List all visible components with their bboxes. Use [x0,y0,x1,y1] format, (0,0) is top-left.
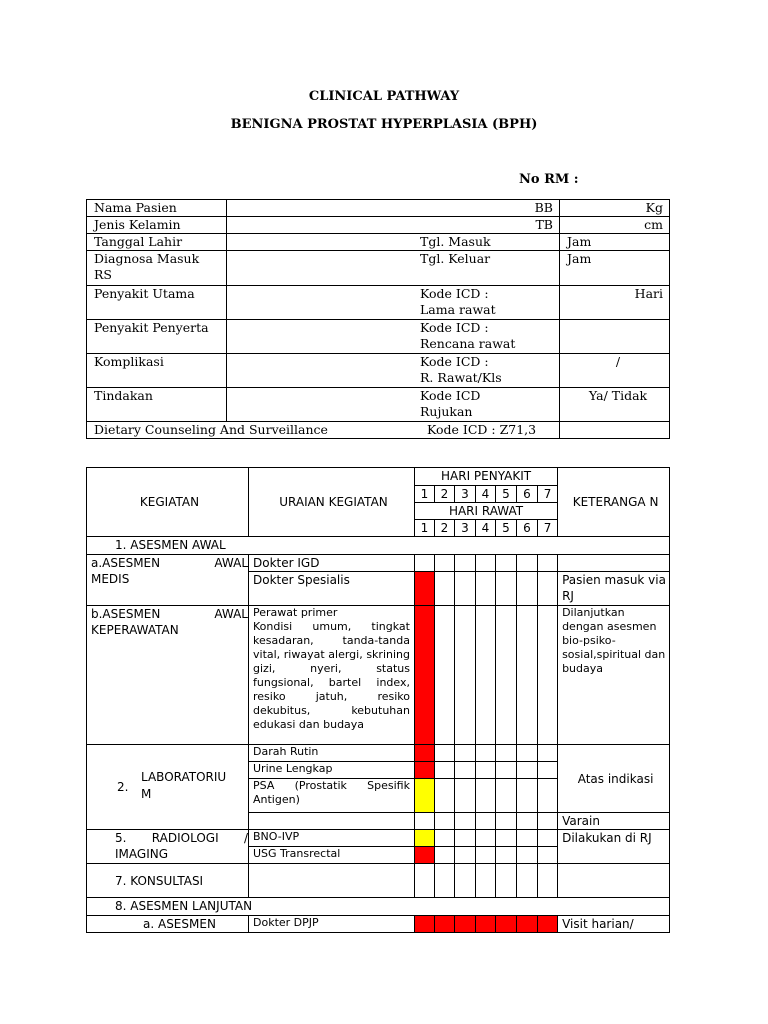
row-dokter-dpjp [87,916,670,933]
cell-empty [558,555,670,572]
cell-empty [249,813,415,830]
label-nama-pasien: Nama Pasien [87,200,227,217]
label-psa: PSA (Prostatik Spesifik Antigen) [249,779,415,813]
row-konsultasi [87,864,670,898]
label-komplikasi: Komplikasi [87,354,227,388]
label-tb: TB [227,217,560,234]
label-darah-rutin: Darah Rutin [249,745,415,762]
day-penyakit: 1 [415,486,435,503]
row-tanggal-lahir [87,234,670,251]
day-penyakit: 2 [435,486,455,503]
title-line-1: CLINICAL PATHWAY [308,89,460,104]
section-asesmen-lanjutan [87,898,670,916]
header-uraian: URAIAN KEGIATAN [249,468,415,537]
mark-red [496,916,517,933]
section-asesmen-awal [87,537,670,555]
section-title: 8. ASESMEN LANJUTAN [87,898,670,916]
row-nama-pasien [87,200,670,217]
label-bb: BB [227,200,560,217]
mark-red [415,916,435,933]
day-rawat: 2 [435,520,455,537]
day-rawat: 7 [538,520,558,537]
label-varain: Varain [558,813,670,830]
label-jam-1: Jam [560,234,670,251]
no-rm-label: No RM : [519,172,579,187]
label-konsultasi: 7. KONSULTASI [87,864,249,898]
label-kg: Kg [560,200,670,217]
row-darah-rutin [87,745,670,762]
activity-table [86,467,670,933]
label-atas-indikasi: Atas indikasi [558,745,670,813]
mark-red [415,745,435,762]
mark-red [435,916,455,933]
mark-yellow [415,779,435,813]
label-dietary: Dietary Counseling And Surveillance Kode ICD : Z71,3 [87,422,560,439]
label-usg: USG Transrectal [249,847,415,864]
label-ya-tidak: Ya/ Tidak [560,388,670,422]
patient-info-table [86,199,670,439]
label-asesmen-medis: a.ASESMEN AWAL MEDIS [87,555,249,606]
day-penyakit: 7 [538,486,558,503]
day-penyakit: 5 [496,486,517,503]
cell-empty [558,864,670,898]
mark-red [415,847,435,864]
row-bno-ivp [87,830,670,847]
header-hari-rawat: HARI RAWAT [415,503,558,520]
label-slash: / [560,354,670,388]
label-cm: cm [560,217,670,234]
day-rawat: 3 [455,520,476,537]
label-kode-icd-lama-rawat: Kode ICD : Lama rawat [227,286,560,320]
cell-empty [249,864,415,898]
day-rawat: 6 [517,520,538,537]
label-tindakan: Tindakan [87,388,227,422]
label-visit-harian: Visit harian/ [558,916,670,933]
label-perawat-primer: Perawat primer Kondisi umum, tingkat kesadaran, tanda-tanda vital, riwayat alergi, skrining gizi, nyeri, status fungsional, bartel index, resiko jatuh, resiko dekubitus, kebutuhan edukasi dan budaya [249,606,415,745]
label-jenis-kelamin: Jenis Kelamin [87,217,227,234]
header-keterangan: KETERANGA N [558,468,670,537]
label-dilakukan: Dilakukan di RJ [558,830,670,864]
row-penyakit-utama [87,286,670,320]
row-komplikasi [87,354,670,388]
mark-red [415,606,435,745]
label-kode-icd-rujukan: Kode ICD Rujukan [227,388,560,422]
label-pasien-masuk: Pasien masuk via RJ [558,572,670,606]
label-dokter-dpjp: Dokter DPJP [249,916,415,933]
label-bno-ivp: BNO-IVP [249,830,415,847]
row-dietary [87,422,670,439]
header-hari-penyakit: HARI PENYAKIT [415,468,558,486]
day-rawat: 4 [476,520,496,537]
label-tanggal-lahir: Tanggal Lahir [87,234,227,251]
label-penyakit-utama: Penyakit Utama [87,286,227,320]
label-radiologi: 5. RADIOLOGI / IMAGING [87,830,249,864]
row-diagnosa [87,251,670,286]
day-rawat: 5 [496,520,517,537]
header-row-1 [87,468,670,486]
mark-yellow [415,830,435,847]
label-kode-icd-rencana: Kode ICD : Rencana rawat [227,320,560,354]
day-penyakit: 6 [517,486,538,503]
label-dilanjutkan: Dilanjutkan dengan asesmen bio-psiko-sosial,spiritual dan budaya [558,606,670,745]
cell-empty [560,422,670,439]
label-tgl-keluar: Tgl. Keluar [227,251,560,286]
label-kode-icd-z: Kode ICD : Z71,3 [427,422,537,437]
label-jam-2: Jam [560,251,670,286]
day-rawat: 1 [415,520,435,537]
title-line-2: BENIGNA PROSTAT HYPERPLASIA (BPH) [230,117,538,132]
row-jenis-kelamin [87,217,670,234]
label-penyakit-penyerta: Penyakit Penyerta [87,320,227,354]
cell-empty [560,320,670,354]
label-hari: Hari [560,286,670,320]
mark-red [538,916,558,933]
label-a-asesmen: a. ASESMEN [87,916,249,933]
row-asesmen-keperawatan [87,606,670,745]
day-penyakit: 3 [455,486,476,503]
label-laboratorium: 2. LABORATORIU M [87,745,249,830]
row-dokter-igd [87,555,670,572]
mark-red [517,916,538,933]
row-penyakit-penyerta [87,320,670,354]
label-asesmen-keperawatan: b.ASESMEN AWAL KEPERAWATAN [87,606,249,745]
label-dokter-spesialis: Dokter Spesialis [249,572,415,606]
day-penyakit: 4 [476,486,496,503]
label-dokter-igd: Dokter IGD [249,555,415,572]
mark-red [415,762,435,779]
row-tindakan [87,388,670,422]
mark-red [455,916,476,933]
mark-red [476,916,496,933]
label-tgl-masuk: Tgl. Masuk [227,234,560,251]
label-kode-icd-rrawat: Kode ICD : R. Rawat/Kls [227,354,560,388]
mark-red [415,572,435,606]
section-title: 1. ASESMEN AWAL [87,537,670,555]
header-kegiatan: KEGIATAN [87,468,249,537]
label-diagnosa-masuk: Diagnosa Masuk RS [87,251,227,286]
label-urine-lengkap: Urine Lengkap [249,762,415,779]
